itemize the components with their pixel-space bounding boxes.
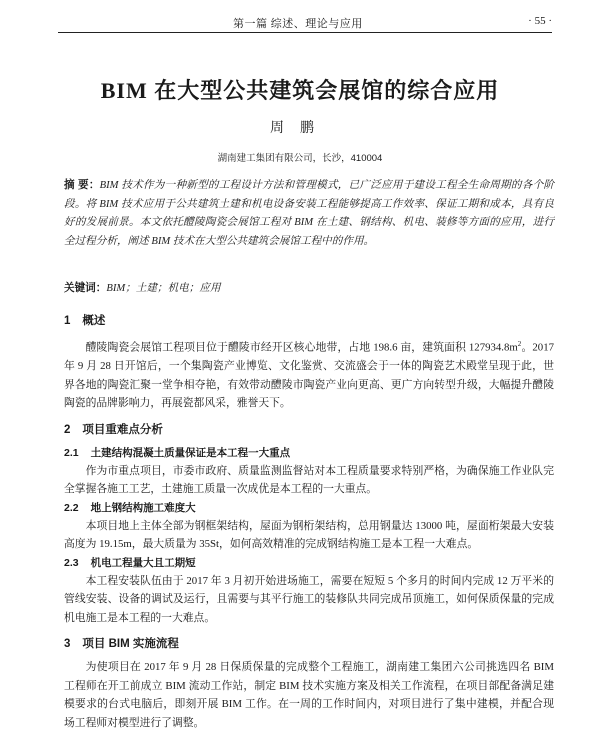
running-header <box>58 10 552 33</box>
page-number: · 55 · <box>528 15 552 27</box>
abstract-text: BIM 技术作为一种新型的工程设计方法和管理模式，已广泛应用于建设工程全生命周期的各个阶段。将 BIM 技术应用于公共建筑土建和机电设备安装工程能够提高工作效率、保证工期和成本，具有良好的发展前景。本文依托醴陵陶瓷会展馆工程对 BIM 在土建、钢结构、机电、装修等方面的应用，进行全过程分析，阐述 BIM 技术在大型公共建筑会展馆工程中的作用。 <box>64 180 554 247</box>
section-heading <box>64 635 554 653</box>
section-number: 1 <box>64 315 71 327</box>
subsection-heading <box>64 444 554 462</box>
article-body <box>64 312 554 732</box>
section-title: 项目 BIM 实施流程 <box>82 638 179 651</box>
section-paragraph: 为使项目在 2017 年 9 月 28 日保质保量的完成整个工程施工，湖南建工集团六公司挑选四名 BIM 工程师在开工前成立 BIM 流动工作站，制定 BIM 技术实施方案及相关工作流程，在项目部配备满足建模要求的台式电脑后，即刻开展 BIM 工作。在一周的工作时间内，对项目进行了集中建模，并配合现场工程师对模型进行了调整。 <box>64 661 554 729</box>
paragraph-text: 醴陵陶瓷会展馆工程项目位于醴陵市经开区核心地带，占地 198.6 亩，建筑面积 127934.8m <box>85 341 518 354</box>
section-paragraph: 作为市重点项目，市委市政府、质量监测监督站对本工程质量要求特别严格，为确保施工作业队完全掌握各施工工艺，土建施工质量一次成优是本工程的一大重点。 <box>64 464 554 496</box>
subsection-number: 2.2 <box>64 501 79 514</box>
abstract-label: 摘 要： <box>64 179 100 191</box>
section-heading <box>64 421 554 439</box>
section-number: 2 <box>64 423 71 436</box>
section-title: 项目重难点分析 <box>82 423 163 436</box>
keywords-text: BIM；土建；机电；应用 <box>106 283 221 294</box>
section-title: 概述 <box>82 315 106 327</box>
author-name: 周鹏 <box>270 121 330 136</box>
subsection-title: 土建结构混凝土质量保证是本工程一大重点 <box>90 446 291 459</box>
article-title: BIM 在大型公共建筑会展馆的综合应用 <box>100 78 500 103</box>
section-heading <box>64 312 554 330</box>
keywords-label: 关键词： <box>64 282 107 294</box>
running-title: 第一篇 综述、理论与应用 <box>233 18 363 30</box>
author-affiliation: 湖南建工集团有限公司，长沙，410004 <box>217 153 383 164</box>
keywords <box>64 279 554 298</box>
section-paragraph: 本项目地上主体全部为钢框架结构，屋面为钢桁架结构，总用钢量达 13000 吨，屋面桁架最大安装高度为 19.15m，最大质量为 35St，如何高效精准的完成钢结构施工是本工程一大难点。 <box>64 519 554 551</box>
section-number: 3 <box>64 638 71 651</box>
subsection-heading <box>64 554 554 572</box>
subsection-title: 机电工程量大且工期短 <box>90 556 196 569</box>
subsection-number: 2.1 <box>64 446 79 459</box>
subsection-heading <box>64 499 554 517</box>
section-paragraph <box>64 335 554 413</box>
subsection-number: 2.3 <box>64 556 79 569</box>
superscript: 2 <box>517 340 522 348</box>
subsection-title: 地上钢结构施工难度大 <box>90 501 196 514</box>
section-paragraph: 本工程安装队伍由于 2017 年 3 月初开始进场施工，需要在短短 5 个多月的时间内完成 12 万平米的管线安装、设备的调试及运行，且需要与其平行施工的装修队共同完成吊顶施工，如何保质保量的完成机电施工是本工程的一大难点。 <box>64 574 554 624</box>
abstract <box>64 176 554 251</box>
paragraph-text: 。2017 年 9 月 28 日开馆后，一个集陶瓷产业博览、文化鉴赏、交流盛会于一体的陶瓷艺术殿堂呈现于此，世界各地的陶瓷汇聚一堂争相夺艳，有效带动醴陵市陶瓷产业向更高、更广方向转型升级，大幅提升醴陵陶瓷的品牌影响力，再展瓷都风采，雅誉天下。 <box>64 341 554 410</box>
